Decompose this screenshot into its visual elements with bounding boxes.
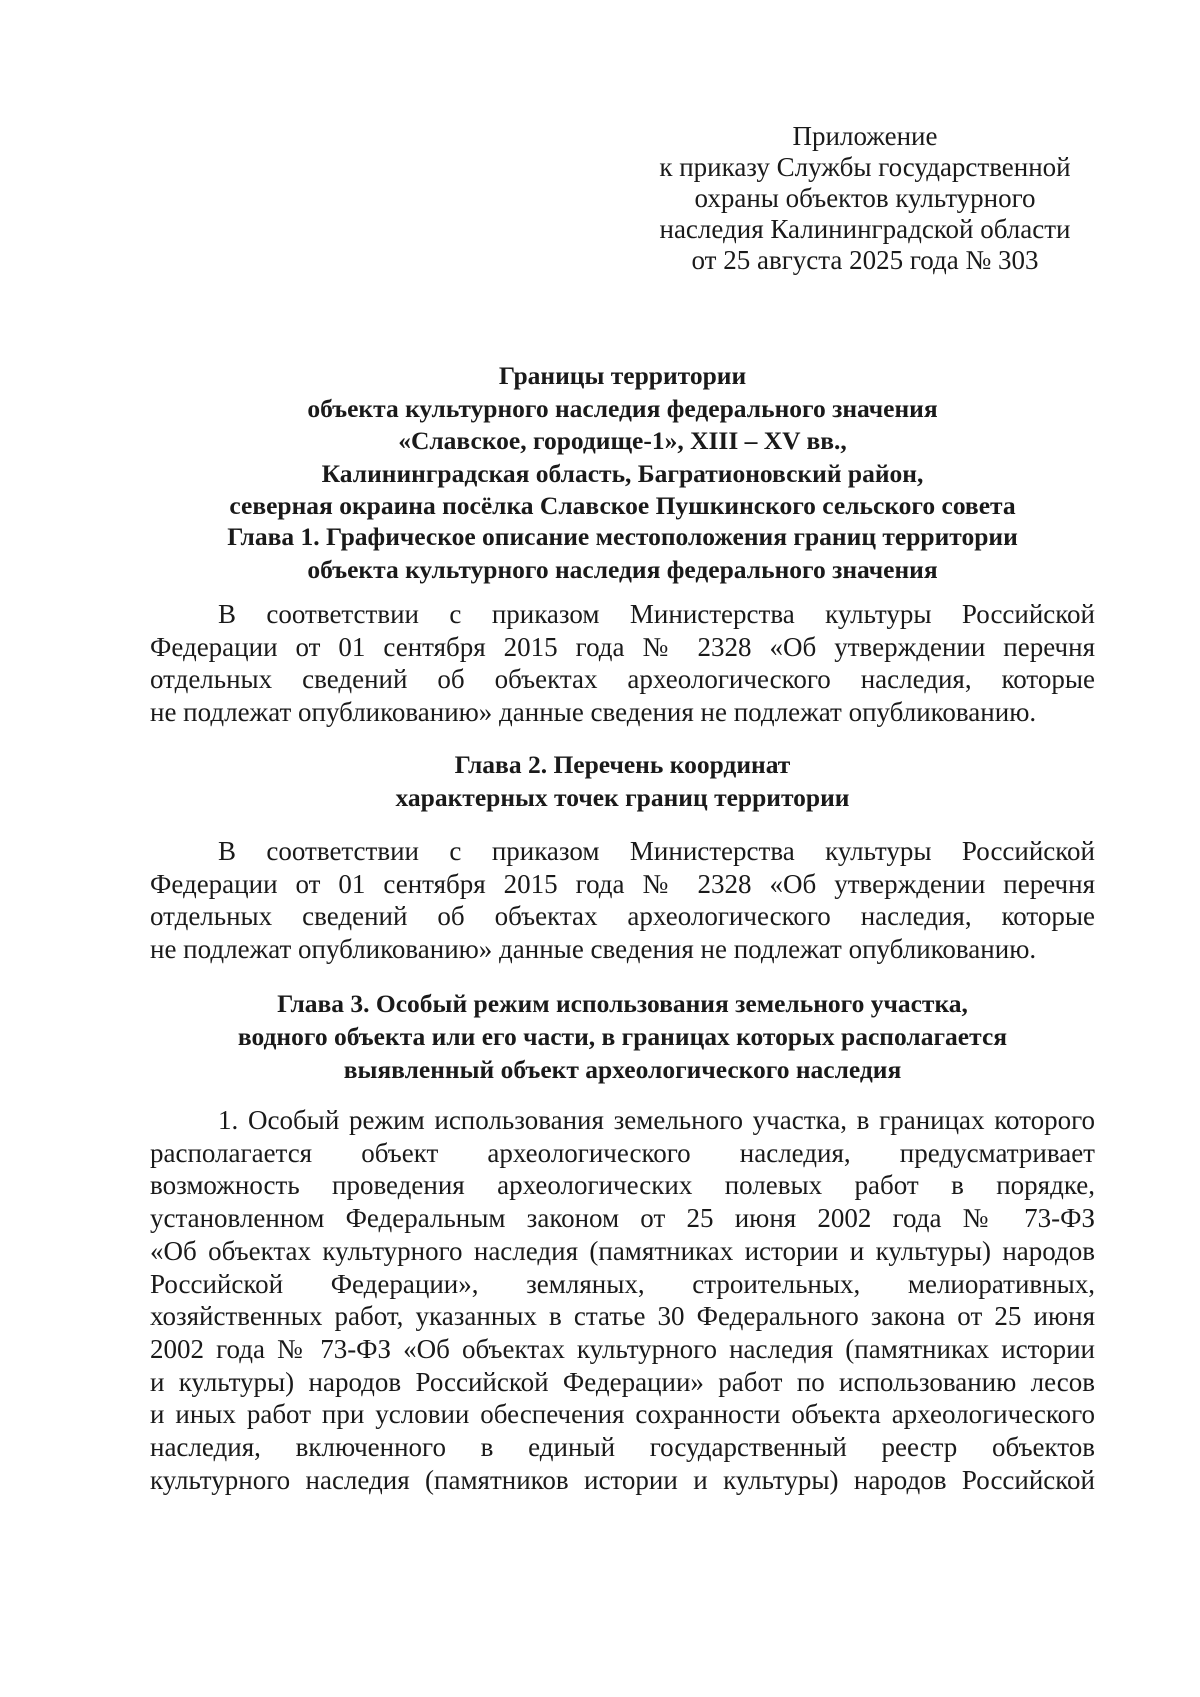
text-line: 2002 года № 73-ФЗ «Об объектах культурного наследия (памятниках истории: [150, 1333, 1095, 1364]
title-line: объекта культурного наследия федерального значения: [307, 393, 938, 423]
document-title: [150, 360, 1095, 523]
text-line: В соответствии с приказом Министерства культуры Российской: [218, 836, 1095, 866]
chapter-3-heading: [150, 987, 1095, 1086]
text-line: «Об объектах культурного наследия (памятниках истории и культуры) народов: [150, 1235, 1095, 1266]
text-line: Федерации от 01 сентября 2015 года № 2328 «Об утверждении перечня: [150, 868, 1095, 899]
appendix-line: к приказу Службы государственной: [659, 152, 1071, 182]
text-line: хозяйственных работ, указанных в статье 30 Федерального закона от 25 июня: [150, 1301, 1095, 1332]
title-line: Калининградская область, Багратионовский район,: [321, 458, 924, 488]
appendix-line: Приложение: [792, 121, 938, 151]
title-line: «Славское, городище-1», XIII – XV вв.,: [398, 426, 847, 455]
heading-line: объекта культурного наследия федерального значения: [307, 555, 938, 584]
text-line: возможность проведения археологических полевых работ в порядке,: [150, 1170, 1095, 1201]
text-line: располагается объект археологического наследия, предусматривает: [150, 1137, 1095, 1168]
text-line: отдельных сведений об объектах археологического наследия, которые: [150, 664, 1095, 695]
text-line: В соответствии с приказом Министерства культуры Российской: [218, 599, 1095, 629]
title-line: северная окраина посёлка Славское Пушкинского сельского совета: [229, 491, 1016, 520]
heading-line: Глава 3. Особый режим использования земельного участка,: [277, 989, 968, 1018]
heading-line: Глава 1. Графическое описание местоположения границ территории: [227, 522, 1018, 551]
appendix-line: охраны объектов культурного: [694, 183, 1036, 213]
appendix-line: наследия Калининградской области: [659, 214, 1071, 244]
text-line: и иных работ при условии обеспечения сохранности объекта археологического: [150, 1399, 1095, 1430]
appendix-line: от 25 августа 2025 года № 303: [691, 245, 1039, 275]
heading-line: Глава 2. Перечень координат: [454, 750, 791, 779]
chapter-1-text: [150, 598, 1095, 729]
text-line: Российской Федерации», земляных, строительных, мелиоративных,: [150, 1268, 1095, 1299]
text-line: не подлежат опубликованию» данные сведения не подлежат опубликованию.: [150, 934, 1037, 965]
chapter-3-text: [150, 1104, 1095, 1496]
text-line: установленном Федеральным законом от 25 июня 2002 года № 73-ФЗ: [150, 1203, 1095, 1234]
heading-line: водного объекта или его части, в границах которых располагается: [237, 1022, 1008, 1051]
text-line: и культуры) народов Российской Федерации» работ по использованию лесов: [150, 1366, 1095, 1397]
text-line: не подлежат опубликованию» данные сведения не подлежат опубликованию.: [150, 697, 1037, 728]
chapter-1-heading: [150, 520, 1095, 586]
text-line: 1. Особый режим использования земельного участка, в границах которого: [218, 1105, 1095, 1135]
text-line: наследия, включенного в единый государственный реестр объектов: [150, 1432, 1095, 1463]
heading-line: выявленный объект археологического наследия: [343, 1055, 902, 1084]
text-line: культурного наследия (памятников истории и культуры) народов Российской: [150, 1464, 1095, 1495]
text-line: отдельных сведений об объектах археологического наследия, которые: [150, 901, 1095, 932]
title-line: Границы территории: [498, 361, 747, 390]
text-line: Федерации от 01 сентября 2015 года № 2328 «Об утверждении перечня: [150, 631, 1095, 662]
chapter-2-text: [150, 835, 1095, 966]
chapter-2-heading: [150, 748, 1095, 814]
heading-line: характерных точек границ территории: [395, 783, 850, 812]
